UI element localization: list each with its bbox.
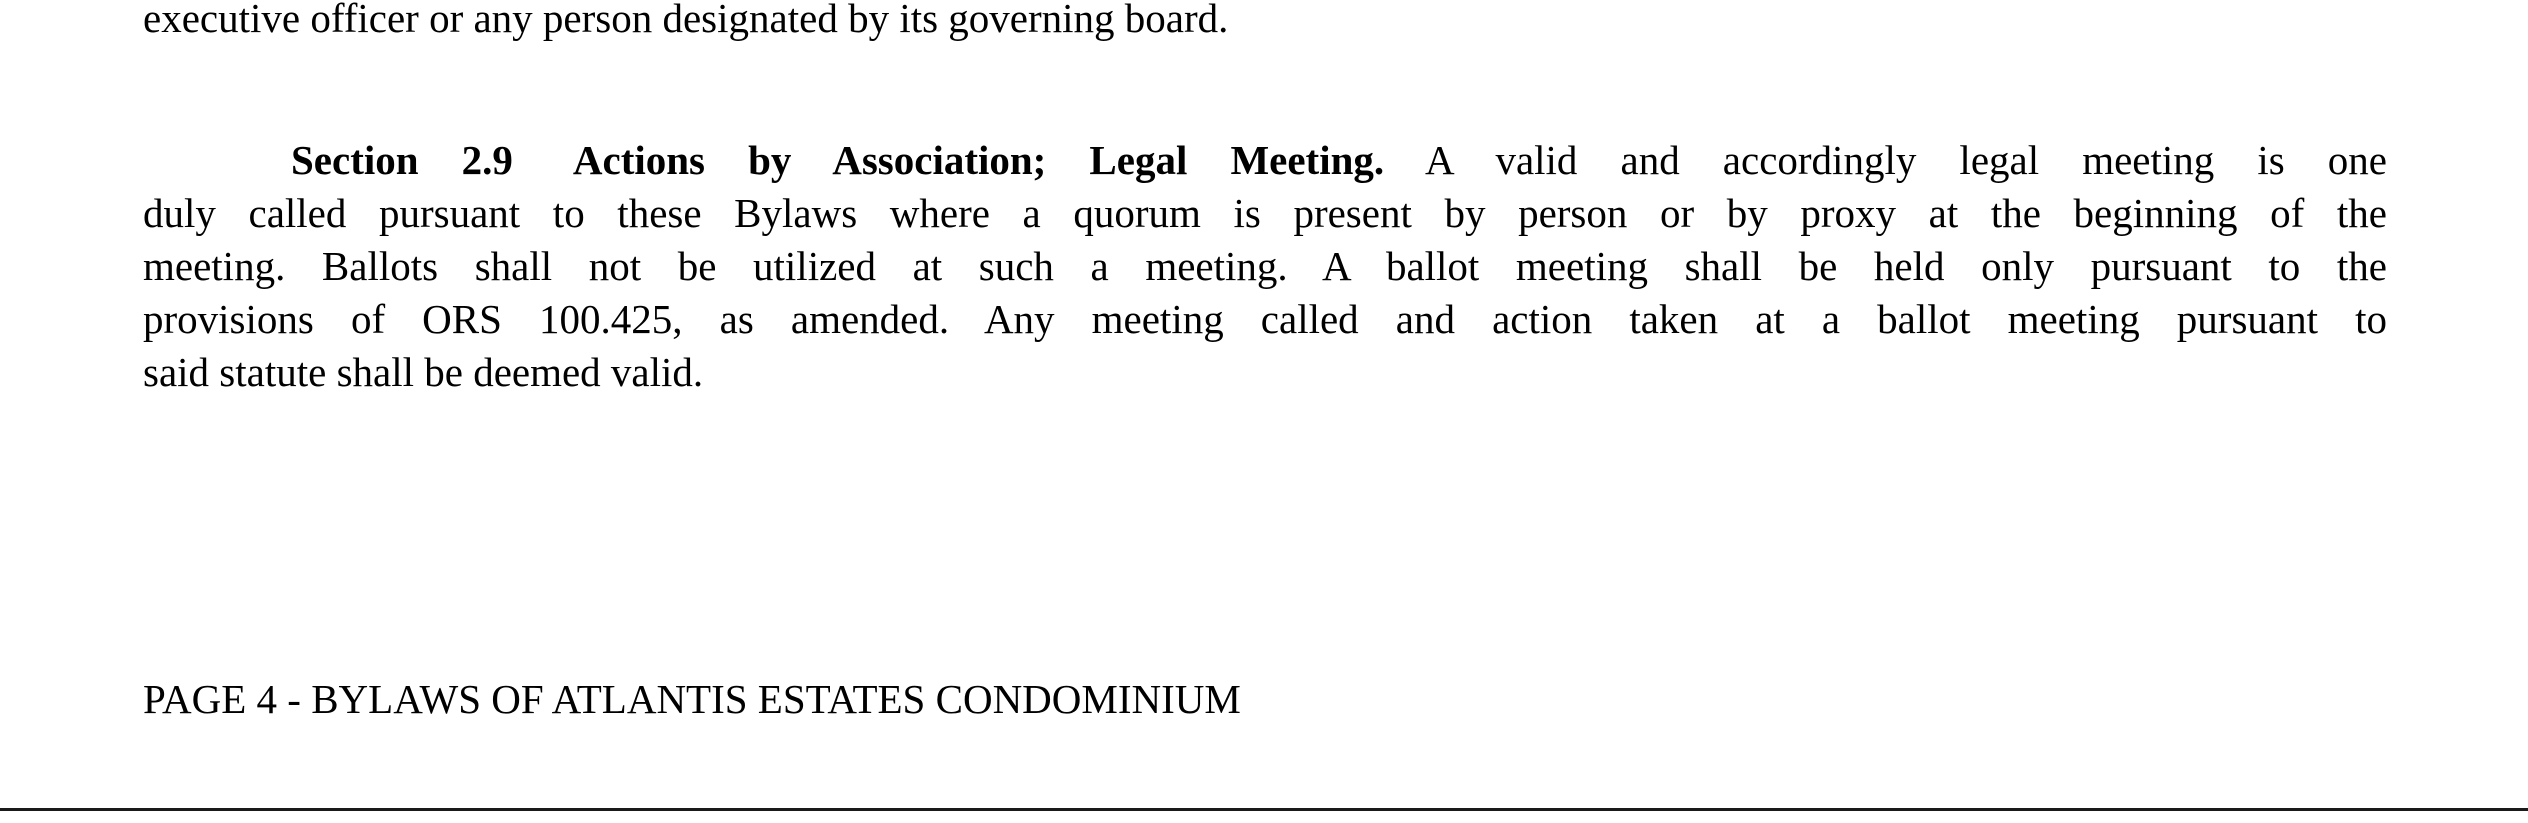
- section-paragraph-line-5: said statute shall be deemed valid.: [143, 349, 704, 395]
- section-paragraph-line-1: [143, 137, 2387, 183]
- section-text-line: A valid and accordingly legal meeting is one: [1425, 137, 2387, 183]
- section-paragraph-line-2: duly called pursuant to these Bylaws where a quorum is present by person or by proxy at the beginning of the: [143, 190, 2387, 236]
- section-title: Actions by Association; Legal Meeting.: [572, 137, 1385, 183]
- section-paragraph-line-4: provisions of ORS 100.425, as amended. Any meeting called and action taken at a ballot meeting pursuant to: [143, 296, 2387, 342]
- bottom-rule-divider: [0, 808, 2528, 811]
- page-footer: PAGE 4 - BYLAWS OF ATLANTIS ESTATES CONDOMINIUM: [143, 676, 1241, 722]
- section-paragraph-line-3: meeting. Ballots shall not be utilized at such a meeting. A ballot meeting shall be held only pursuant to the: [143, 243, 2387, 289]
- top-paragraph-fragment: executive officer or any person designated by its governing board.: [143, 0, 1229, 41]
- section-number: Section 2.9: [291, 137, 513, 183]
